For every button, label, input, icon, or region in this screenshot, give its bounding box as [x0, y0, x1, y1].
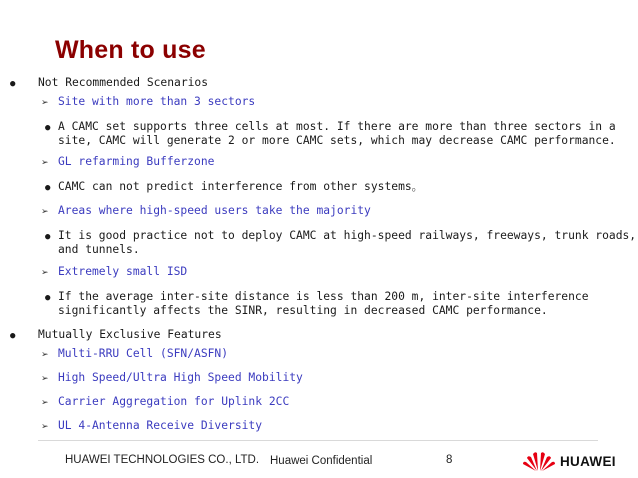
arrow-bullet-icon: ➢ — [41, 350, 49, 360]
huawei-logo — [521, 449, 621, 473]
detail-line: and tunnels. — [58, 243, 140, 256]
arrow-bullet-icon: ➢ — [41, 398, 49, 408]
sub-heading: Areas where high-speed users take the majority — [58, 204, 371, 217]
page-number: 8 — [446, 454, 453, 466]
section-label: Mutually Exclusive Features — [38, 328, 222, 341]
slide-title: When to use — [55, 36, 206, 64]
sub-heading: UL 4-Antenna Receive Diversity — [58, 419, 263, 432]
round-bullet-icon: ● — [45, 232, 51, 242]
detail-line: significantly affects the SINR, resulting in decreased CAMC performance. — [58, 304, 548, 317]
sub-heading: Extremely small ISD — [58, 265, 188, 278]
section-label: Not Recommended Scenarios — [38, 76, 209, 89]
round-bullet-icon: ● — [45, 123, 51, 133]
slide-footer — [0, 440, 638, 478]
arrow-bullet-icon: ➢ — [41, 98, 49, 108]
arrow-bullet-icon: ➢ — [41, 207, 49, 217]
arrow-bullet-icon: ➢ — [41, 422, 49, 432]
detail-line: site, CAMC will generate 2 or more CAMC sets, which may decrease CAMC performance. — [58, 134, 616, 147]
detail-line: A CAMC set supports three cells at most. If there are more than three sectors in a — [58, 120, 616, 133]
huawei-logo-icon — [521, 449, 557, 473]
round-bullet-icon: ● — [10, 331, 16, 341]
sub-heading: Site with more than 3 sectors — [58, 95, 256, 108]
arrow-bullet-icon: ➢ — [41, 374, 49, 384]
sub-heading: GL refarming Bufferzone — [58, 155, 215, 168]
round-bullet-icon: ● — [45, 183, 51, 193]
footer-confidential: Huawei Confidential — [270, 455, 373, 467]
sub-heading: Multi-RRU Cell (SFN/ASFN) — [58, 347, 229, 360]
footer-divider — [38, 440, 598, 441]
round-bullet-icon: ● — [45, 293, 51, 303]
detail-line: If the average inter-site distance is less than 200 m, inter-site interference — [58, 290, 589, 303]
detail-line: It is good practice not to deploy CAMC at high-speed railways, freeways, trunk roads, — [58, 229, 637, 242]
sub-heading: High Speed/Ultra High Speed Mobility — [58, 371, 303, 384]
arrow-bullet-icon: ➢ — [41, 268, 49, 278]
detail-line: CAMC can not predict interference from other systems。 — [58, 180, 423, 193]
round-bullet-icon: ● — [10, 79, 16, 89]
footer-company: HUAWEI TECHNOLOGIES CO., LTD. — [65, 454, 260, 466]
sub-heading: Carrier Aggregation for Uplink 2CC — [58, 395, 290, 408]
brand-wordmark: HUAWEI — [560, 454, 616, 469]
arrow-bullet-icon: ➢ — [41, 158, 49, 168]
